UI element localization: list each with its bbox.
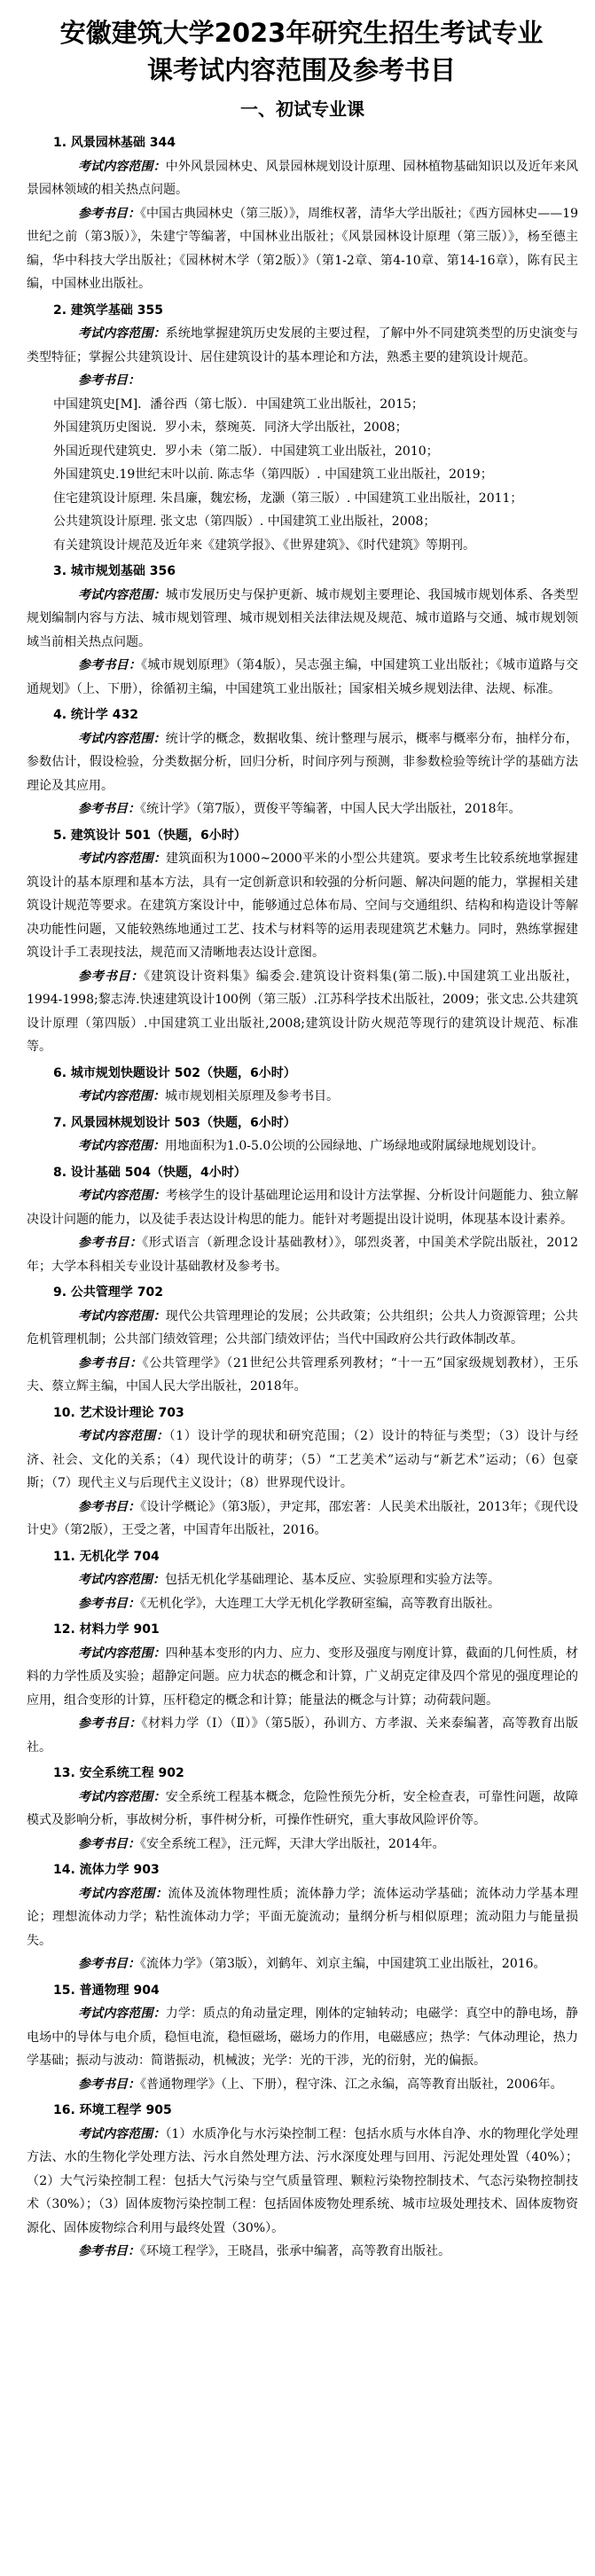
- reference-text: 《流体力学》（第3版），刘鹤年、刘京主编，中国建筑工业出版社，2016。: [140, 1957, 546, 1971]
- reference-line: 外国近现代建筑史．罗小未（第二版）．中国建筑工业出版社，2010；: [53, 444, 439, 459]
- exam-item: [27, 824, 578, 1059]
- scope-text: 中外风景园林史、风景园林规划设计原理、园林植物基础知识以及近年来风景园林领域的相关热点问题。: [27, 159, 578, 197]
- item-heading: 12. 材料力学 901: [53, 1622, 160, 1637]
- scope-label: 考试内容范围：: [78, 1089, 165, 1103]
- exam-item: [27, 1111, 578, 1158]
- exam-item: [27, 1281, 578, 1399]
- scope-text: 安全系统工程基本概念，危险性预先分析，安全检查表，可靠性问题，故障模式及影响分析，事故树分析，事件树分析，可操作性研究，重大事故风险评价等。: [27, 1789, 578, 1827]
- scope-paragraph: [27, 1882, 578, 1953]
- scope-text: 建筑面积为1000~2000平米的小型公共建筑。要求考生比较系统地掌握建筑设计的基本原理和基本方法，具有一定创新意识和较强的分析问题、解决问题的能力，掌握相关建筑设计规范等要求。在建筑方案设计中，能够通过总体布局、空间与交通组织、结构和构造设计等解决功能性问题，又能较熟练地通过工艺、技术与材料等的运用表现建筑艺术魅力。同时，熟练掌握建筑设计手工表现技法，规范而又清晰地表达设计意图。: [27, 852, 578, 960]
- exam-item: [27, 560, 578, 701]
- scope-label: 考试内容范围：: [78, 326, 166, 341]
- reference-label: 参考书目：: [78, 802, 140, 816]
- scope-label: 考试内容范围：: [78, 2007, 166, 2021]
- scope-text: 包括无机化学基础理论、基本反应、实验原理和实验方法等。: [165, 1573, 500, 1587]
- scope-text: 用地面积为1.0-5.0公顷的公园绿地、广场绿地或附属绿地规划设计。: [165, 1139, 544, 1153]
- scope-label: 考试内容范围：: [78, 1308, 166, 1323]
- scope-paragraph: [27, 322, 578, 369]
- exam-item: [27, 1618, 578, 1759]
- exam-item: [27, 703, 578, 821]
- item-heading: 8. 设计基础 504（快题，4小时）: [53, 1165, 247, 1180]
- scope-paragraph: [27, 1135, 578, 1158]
- reference-paragraph: [27, 965, 578, 1059]
- scope-text: 考核学生的设计基础理论运用和设计方法掌握、分析设计问题能力、独立解决设计问题的能力，以及徒手表达设计构思的能力。能针对考题提出设计说明，体现基本设计素养。: [27, 1189, 578, 1227]
- exam-item: [27, 1858, 578, 1976]
- scope-label: 考试内容范围：: [78, 852, 167, 866]
- item-heading: 9. 公共管理学 702: [53, 1285, 164, 1300]
- scope-text: （1）水质净化与水污染控制工程：包括水质与水体自净、水的物理化学处理方法、水的生物化学处理方法、污水自然处理方法、污水深度处理与回用、污泥处理处置（40%）；（2）大气污染控制工程：包括大气污染与空气质量管理、颗粒污染物控制技术、气态污染物控制技术（30%）；（3）固体废物污染控制工程：包括固体废物处理系统、城市垃圾处理技术、固体废物资源化、固体废物综合利用与最终处置（30%）。: [27, 2126, 579, 2235]
- reference-text: 《环境工程学》，王晓昌，张承中编著，高等教育出版社。: [140, 2244, 450, 2258]
- page-title-line-1: 安徽建筑大学2023年研究生招生考试专业: [59, 18, 544, 48]
- reference-paragraph: [27, 1496, 578, 1543]
- scope-paragraph: [27, 1085, 578, 1109]
- scope-text: （1）设计学的现状和研究范围；（2）设计的特征与类型；（3）设计与经济、社会、文化的关系；（4）现代设计的萌芽；（5）“工艺美术”运动与“新艺术”运动；（6）包豪斯；（7）现代主义与后现代主义设计；（8）世界现代设计。: [27, 1429, 578, 1490]
- reference-line: 外国建筑历史图说．罗小未，蔡琬英．同济大学出版社，2008；: [53, 420, 408, 435]
- scope-paragraph: [27, 1786, 578, 1833]
- scope-text: 城市发展历史与保护更新、城市规划主要理论、我国城市规划体系、各类型规划编制内容与方法、城市规划管理、城市规划相关法律法规及规范、城市道路与交通、城市规划领域当前相关热点问题。: [27, 587, 578, 649]
- exam-item: [27, 131, 578, 296]
- item-heading: 5. 建筑设计 501（快题，6小时）: [53, 828, 247, 843]
- scope-label: 考试内容范围：: [78, 1429, 169, 1443]
- reference-text: 《公共管理学》（21世纪公共管理系列教材；“十一五”国家级规划教材），王乐夫、蔡立辉主编，中国人民大学出版社，2018年。: [27, 1355, 578, 1394]
- reference-paragraph: [27, 654, 578, 701]
- reference-text: 《安全系统工程》，汪元辉，天津大学出版社，2014年。: [140, 1836, 445, 1851]
- item-heading: 1. 风景园林基础 344: [53, 136, 176, 150]
- scope-paragraph: [27, 584, 578, 655]
- reference-text: 《无机化学》，大连理工大学无机化学教研室编，高等教育出版社。: [140, 1596, 500, 1611]
- reference-text: 《材料力学（Ⅰ）（Ⅱ）》（第5版），孙训方、方孝淑、关来泰编著，高等教育出版社。: [27, 1716, 579, 1755]
- item-heading: 7. 风景园林规划设计 503（快题，6小时）: [53, 1115, 296, 1130]
- reference-text: 《普通物理学》（上、下册），程守洙、江之永编，高等教育出版社，2006年。: [140, 2077, 563, 2092]
- exam-item: [27, 1979, 578, 2097]
- item-heading: 14. 流体力学 903: [53, 1863, 160, 1877]
- reference-label: 参考书目：: [78, 1596, 140, 1611]
- scope-paragraph: [27, 155, 578, 202]
- item-heading: 4. 统计学 432: [53, 708, 139, 722]
- reference-label: 参考书目：: [78, 206, 141, 221]
- scope-paragraph: [27, 1184, 578, 1231]
- scope-label: 考试内容范围：: [78, 1645, 166, 1661]
- section-heading: 一、初试专业课: [240, 98, 364, 120]
- reference-label: 参考书目：: [78, 658, 142, 672]
- exam-item: [27, 1545, 578, 1616]
- reference-text: 《中国古典园林史（第三版）》，周维权著，清华大学出版社；《西方园林史——19世纪之前（第3版）》，朱建宁等编著，中国林业出版社；《风景园林设计原理（第三版）》，杨至德主编，华中科技大学出版社；《园林树木学（第2版）》（第1-2章、第4-10章、第14-16章），陈有民主编，中国林业出版社。: [27, 206, 579, 291]
- scope-paragraph: [27, 1425, 578, 1496]
- scope-label: 考试内容范围：: [78, 731, 166, 746]
- scope-label: 考试内容范围：: [78, 2126, 166, 2141]
- reference-paragraph: [27, 2240, 578, 2264]
- reference-paragraph: [27, 2073, 578, 2097]
- reference-paragraph: [27, 1712, 578, 1759]
- item-heading: 10. 艺术设计理论 703: [53, 1405, 184, 1420]
- reference-label: 参考书目：: [78, 1236, 143, 1250]
- item-heading: 6. 城市规划快题设计 502（快题，6小时）: [53, 1065, 296, 1080]
- exam-item: [27, 1161, 578, 1279]
- reference-line: 住宅建筑设计原理. 朱昌廉，魏宏杨，龙灏（第三版）. 中国建筑工业出版社，2011；: [53, 491, 523, 506]
- reference-line: 公共建筑设计原理. 张文忠（第四版）. 中国建筑工业出版社，2008；: [53, 514, 436, 529]
- reference-paragraph: [27, 1231, 578, 1278]
- item-heading: 13. 安全系统工程 902: [53, 1766, 184, 1780]
- reference-label: 参考书目：: [78, 2244, 140, 2258]
- scope-text: 流体及流体物理性质；流体静力学；流体运动学基础；流体动力学基本理论；理想流体动力学；粘性流体动力学；平面无旋流动；量纲分析与相似原理；流动阻力与能量损失。: [27, 1886, 579, 1948]
- item-heading: 11. 无机化学 704: [53, 1549, 160, 1564]
- reference-label: 参考书目：: [78, 1716, 142, 1731]
- reference-label: 参考书目：: [78, 1355, 143, 1370]
- scope-label: 考试内容范围：: [78, 1573, 165, 1587]
- item-heading: 16. 环境工程学 905: [53, 2103, 172, 2117]
- page-title: [9, 14, 594, 89]
- reference-paragraph: [27, 797, 578, 821]
- reference-label: 参考书目：: [78, 373, 140, 388]
- exam-item: [27, 1762, 578, 1856]
- item-heading: 15. 普通物理 904: [53, 1983, 160, 1998]
- reference-line: 中国建筑史[M]．潘谷西（第七版）．中国建筑工业出版社，2015；: [53, 397, 424, 412]
- scope-paragraph: [27, 2123, 578, 2241]
- exam-item: [27, 1062, 578, 1109]
- scope-text: 四种基本变形的内力、应力、变形及强度与刚度计算，截面的几何性质，材料的力学性质及实验；超静定问题。应力状态的概念和计算，广义胡克定律及四个常见的强度理论的应用，组合变形的计算，压杆稳定的概念和计算；能量法的概念与计算；动荷载问题。: [27, 1645, 578, 1708]
- scope-label: 考试内容范围：: [78, 587, 166, 602]
- reference-label: 参考书目：: [78, 1957, 140, 1971]
- scope-paragraph: [27, 847, 578, 965]
- reference-paragraph: [27, 1592, 578, 1616]
- scope-text: 城市规划相关原理及参考书目。: [165, 1089, 339, 1103]
- reference-paragraph: [27, 1352, 578, 1399]
- exam-item: [27, 2099, 578, 2264]
- reference-text: 《统计学》（第7版），贾俊平等编著，中国人民大学出版社，2018年。: [140, 802, 521, 816]
- scope-paragraph: [27, 1305, 578, 1352]
- scope-text: 力学：质点的角动量定理，刚体的定轴转动；电磁学：真空中的静电场，静电场中的导体与电介质，稳恒电流，稳恒磁场，磁场力的作用，电磁感应；热学：气体动理论，热力学基础；振动与波动：简谐振动，机械波；光学：光的干涉，光的衍射，光的偏振。: [27, 2007, 578, 2068]
- reference-line: 有关建筑设计规范及近年来《建筑学报》、《世界建筑》、《时代建筑》等期刊。: [53, 538, 475, 553]
- scope-label: 考试内容范围：: [78, 1189, 166, 1203]
- reference-text: 《城市规划原理》（第4版），吴志强主编，中国建筑工业出版社；《城市道路与交通规划》（上、下册），徐循初主编，中国建筑工业出版社；国家相关城乡规划法律、法规、标准。: [27, 658, 578, 696]
- reference-text: 《形式语言（新理念设计基础教材）》，邬烈炎著，中国美术学院出版社，2012年；大学本科相关专业设计基础教材及参考书。: [27, 1236, 578, 1274]
- reference-label: 参考书目：: [78, 969, 145, 984]
- reference-paragraph: [27, 202, 578, 296]
- reference-paragraph: [27, 1952, 578, 1976]
- scope-text: 统计学的概念，数据收集、统计整理与展示，概率与概率分布，抽样分布，参数估计，假设检验，分类数据分析，回归分析，时间序列与预测，非参数检验等统计学的基础方法理论及其应用。: [27, 731, 578, 793]
- scope-paragraph: [27, 727, 578, 798]
- scope-label: 考试内容范围：: [78, 1139, 165, 1153]
- scope-label: 考试内容范围：: [78, 1789, 166, 1804]
- scope-paragraph: [27, 1642, 578, 1713]
- exam-item: [27, 299, 578, 558]
- reference-line: 外国建筑史.19世纪末叶以前. 陈志华（第四版）. 中国建筑工业出版社，2019；: [53, 467, 493, 482]
- scope-label: 考试内容范围：: [78, 159, 166, 174]
- scope-text: 系统地掌握建筑历史发展的主要过程，了解中外不同建筑类型的历史演变与类型特征；掌握公共建筑设计、居住建筑设计的基本理论和方法，熟悉主要的建筑设计规范。: [27, 326, 578, 365]
- reference-paragraph: [27, 1833, 578, 1857]
- scope-text: 现代公共管理理论的发展；公共政策；公共组织；公共人力资源管理；公共危机管理机制；公共部门绩效管理；公共部门绩效评估；当代中国政府公共行政体制改革。: [27, 1308, 578, 1347]
- page-title-line-2: 课考试内容范围及参考书目: [146, 55, 456, 85]
- reference-label: 参考书目：: [78, 1836, 140, 1851]
- reference-text: 《建筑设计资料集》编委会.建筑设计资料集(第二版).中国建筑工业出版社，1994-1998;黎志涛.快速建筑设计100例（第三版）.江苏科学技术出版社，2009；张文忠.公共建筑设计原理（第四版）.中国建筑工业出版社,2008;建筑设计防火规范等现行的建筑设计规范、标准等。: [27, 969, 579, 1054]
- scope-paragraph: [27, 2002, 578, 2073]
- scope-label: 考试内容范围：: [78, 1886, 168, 1901]
- reference-paragraph: [27, 369, 578, 393]
- item-heading: 3. 城市规划基础 356: [53, 564, 176, 578]
- reference-label: 参考书目：: [78, 1499, 141, 1514]
- item-heading: 2. 建筑学基础 355: [53, 302, 164, 318]
- reference-label: 参考书目：: [78, 2077, 140, 2092]
- reference-text: 《设计学概论》（第3版），尹定邦，邵宏著：人民美术出版社，2013年；《现代设计史》（第2版），王受之著，中国青年出版社，2016。: [27, 1499, 578, 1537]
- exam-item: [27, 1402, 578, 1543]
- scope-paragraph: [27, 1568, 578, 1592]
